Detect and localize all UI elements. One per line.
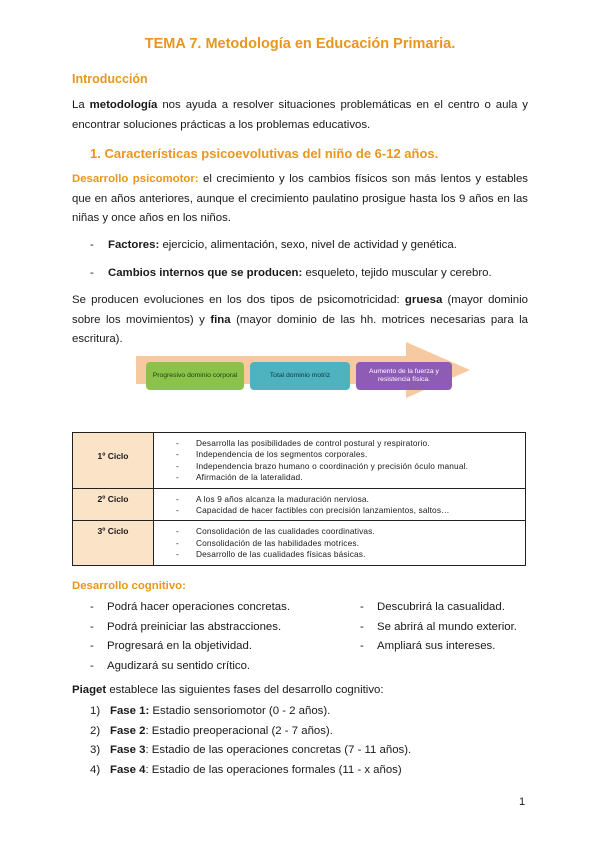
evoluciones-paragraph: Se producen evoluciones en los dos tipos de psicomotricidad: gruesa (mayor dominio sobre los movimientos) y fina (mayor dominio de las hh. motrices necesarias para la escritura). <box>72 294 528 345</box>
list-item: - Progresará en la objetividad. <box>90 640 253 652</box>
list-item: - Consolidación de las habilidades motrices. <box>176 537 360 548</box>
process-arrow-diagram <box>136 342 470 398</box>
table-row <box>73 488 526 521</box>
list-item: 2) Fase 2: Estadio preoperacional (2 - 7 años). <box>90 724 333 737</box>
list-item: - Podrá hacer operaciones concretas. <box>90 601 290 613</box>
list-item: - Consolidación de las cualidades coordinativas. <box>176 526 375 537</box>
bullet-cambios: - Cambios internos que se producen: esqueleto, tejido muscular y cerebro. <box>90 267 492 279</box>
table-row <box>73 433 526 489</box>
cognitivo-left-list <box>90 598 290 676</box>
cycle-items-cell <box>154 488 526 521</box>
cognitivo-right-list <box>360 598 517 657</box>
list-item: 3) Fase 3: Estadio de las operaciones concretas (7 - 11 años). <box>90 744 412 756</box>
cycle-items-cell <box>154 433 526 489</box>
list-item: - A los 9 años alcanza la maduración nerviosa. <box>176 493 370 504</box>
bullet-factores: - Factores: ejercicio, alimentación, sexo, nivel de actividad y genética. <box>90 239 457 251</box>
list-item: 4) Fase 4: Estadio de las operaciones formales (11 - x años) <box>90 763 402 776</box>
piaget-phases-list <box>90 702 411 780</box>
page-number: 1 <box>519 796 526 808</box>
list-item: - Capacidad de hacer factibles con precisión lanzamientos, saltos… <box>176 505 450 516</box>
list-item: - Independencia brazo humano o coordinación y precisión óculo manual. <box>176 460 469 471</box>
list-item: - Podrá preiniciar las abstracciones. <box>90 620 282 633</box>
document-title: TEMA 7. Metodología en Educación Primaria. <box>144 36 456 52</box>
list-item: - Se abrirá al mundo exterior. <box>360 620 517 633</box>
list-item: - Independencia de los segmentos corporales. <box>176 449 368 460</box>
intro-heading: Introducción <box>72 72 148 86</box>
cognitivo-heading: Desarrollo cognitivo: <box>72 580 186 592</box>
diagram-box-progresivo: Progresivo dominio corporal <box>146 362 244 390</box>
diagram-box-aumento: Aumento de la fuerza y resistencia física. <box>356 362 452 390</box>
list-item: - Desarrolla las posibilidades de control postural y respiratorio. <box>176 438 430 448</box>
list-item: 1) Fase 1: Estadio sensoriomotor (0 - 2 años). <box>90 705 331 717</box>
list-item: - Agudizará su sentido crítico. <box>90 659 251 672</box>
cycle-items-cell <box>154 521 526 565</box>
cycle-name-cell: 1º Ciclo <box>73 433 154 489</box>
list-item: - Afirmación de la lateralidad. <box>176 472 303 483</box>
intro-paragraph: La metodología nos ayuda a resolver situaciones problemáticas en el centro o aula y encontrar soluciones prácticas a los problemas educativos. <box>72 99 528 131</box>
cycle-name-cell: 3º Ciclo <box>73 521 154 565</box>
list-item: - Descubrirá la casualidad. <box>360 601 505 613</box>
list-item: - Ampliará sus intereses. <box>360 640 496 652</box>
cycles-table <box>72 432 526 566</box>
table-row <box>73 521 526 565</box>
list-item: - Desarrollo de las cualidades físicas básicas. <box>176 549 366 560</box>
piaget-intro: Piaget establece las siguientes fases del desarrollo cognitivo: <box>72 684 384 696</box>
cycle-name-cell: 2º Ciclo <box>73 488 154 521</box>
diagram-box-total: Total dominio motriz <box>250 362 350 390</box>
section-heading-1: 1. Características psicoevolutivas del niño de 6-12 años. <box>90 146 439 161</box>
psicomotor-paragraph: Desarrollo psicomotor: el crecimiento y los cambios físicos son más lentos y estables que en años anteriores, aunque el crecimiento paulatino prosigue hasta los 9 años en las niñas y once años en los niños. <box>72 173 528 224</box>
